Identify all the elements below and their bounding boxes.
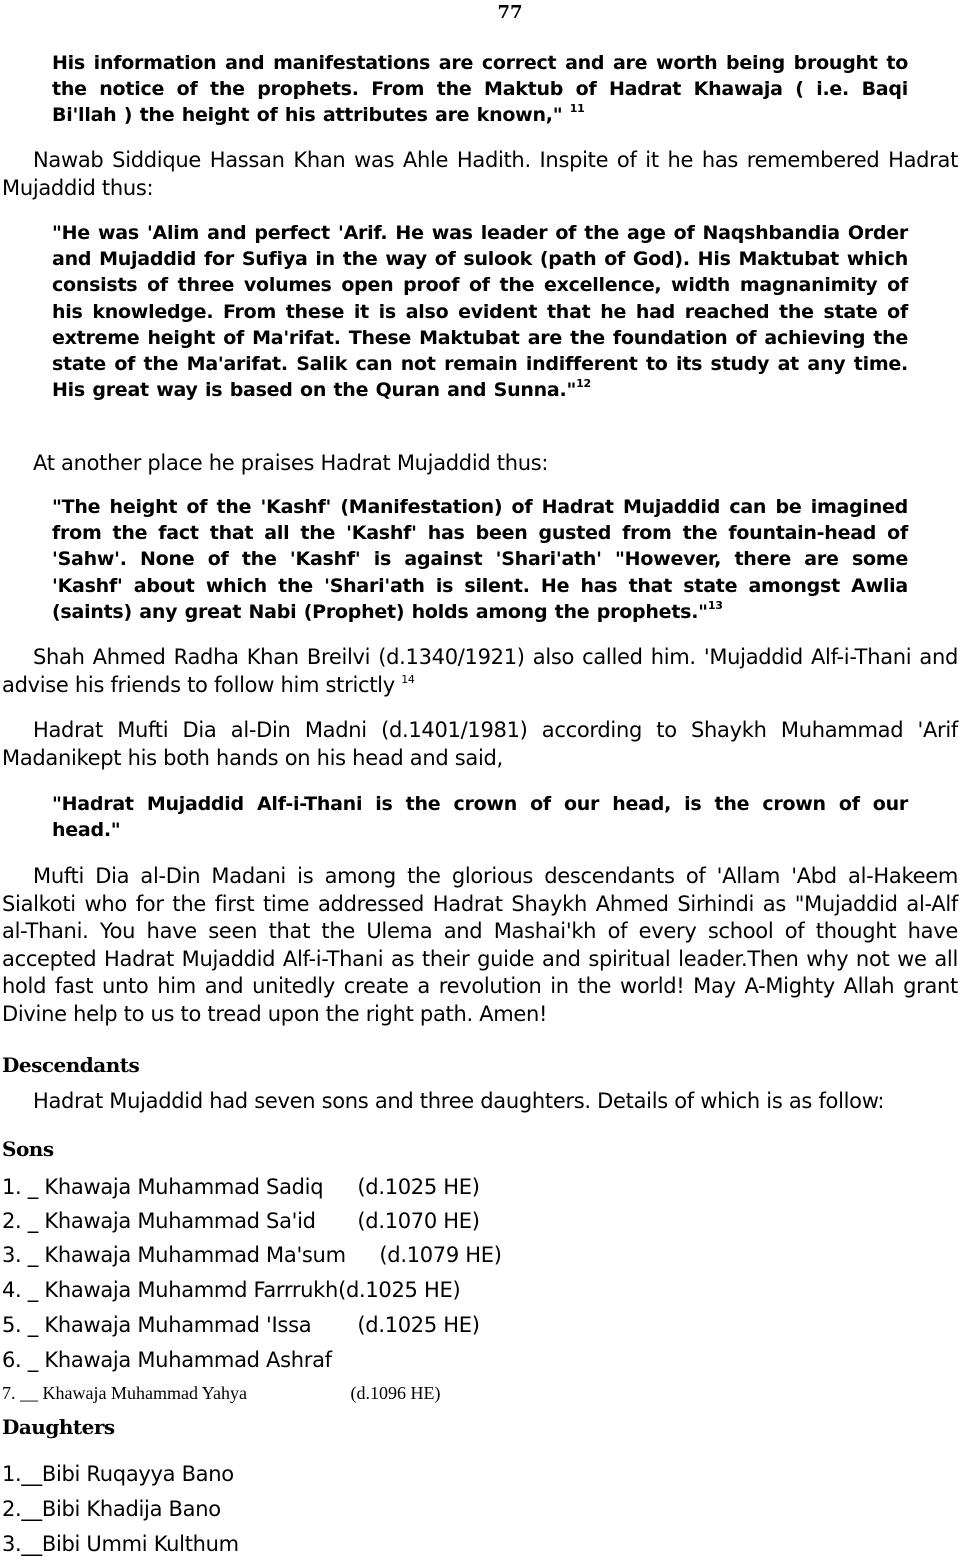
list-number: 3.__ bbox=[2, 1532, 42, 1556]
list-item bbox=[2, 1378, 440, 1408]
footnote-ref: 12 bbox=[576, 377, 591, 391]
list-name: Bibi Ummi Kulthum bbox=[41, 1532, 239, 1556]
list-date: (d.1025 HE) bbox=[338, 1278, 461, 1302]
section-heading-daughters: Daughters bbox=[2, 1415, 115, 1439]
footnote-ref: 13 bbox=[707, 598, 723, 612]
list-number: 1.__ bbox=[2, 1462, 42, 1486]
list-item bbox=[2, 1206, 480, 1236]
list-item bbox=[2, 1345, 332, 1375]
list-item bbox=[2, 1459, 234, 1489]
list-date: (d.1096 HE) bbox=[350, 1383, 441, 1403]
list-item bbox=[2, 1310, 480, 1340]
quote-text: His information and manifestations are correct and are worth being brought to the notice of the prophets. From the Maktub of Hadrat Khawaja ( i.e. Baqi Bi'llah ) the height of his attributes are known," bbox=[52, 52, 908, 127]
list-number: 3. _ bbox=[2, 1243, 45, 1267]
descendants-intro: Hadrat Mujaddid had seven sons and three daughters. Details of which is as follow: bbox=[33, 1089, 885, 1113]
paragraph-text: Shah Ahmed Radha Khan Breilvi (d.1340/1921) also called him. 'Mujaddid Alf-i-Thani and advise his friends to follow him strictly bbox=[2, 645, 958, 697]
list-number: 2. _ bbox=[2, 1209, 45, 1233]
paragraph-4: Hadrat Mufti Dia al-Din Madni (d.1401/1981) according to Shaykh Muhammad 'Arif Madanikept his both hands on his head and said, bbox=[2, 718, 958, 770]
paragraph-3 bbox=[2, 644, 958, 699]
list-item bbox=[2, 1529, 239, 1559]
paragraph-5: Mufti Dia al-Din Madani is among the glorious descendants of 'Allam 'Abd al-Hakeem Sialkoti who for the first time addressed Hadrat Shaykh Ahmed Sirhindi as "Mujaddid al-Alf al-Thani. You have seen that the Ulema and Mashai'kh of every school of thought have accepted Hadrat Mujaddid Alf-i-Thani as their guide and spiritual leader.Then why not we all hold fast unto him and unitedly create a revolution in the world! May A-Mighty Allah grant Divine help to us to tread upon the right path. Amen! bbox=[2, 864, 958, 1026]
list-item bbox=[2, 1172, 480, 1202]
list-item bbox=[2, 1275, 460, 1305]
list-number: 4. _ bbox=[2, 1278, 45, 1302]
quote-text: "He was 'Alim and perfect 'Arif. He was leader of the age of Naqshbandia Order and Mujaddid for Sufiya in the way of sulook (path of God). His Maktubat which consists of three volumes open proof of the excellence, width magnanimity of his knowledge. From these it is also evident that he had reached the state of extreme height of Ma'rifat. These Maktubat are the foundation of achieving the state of the Ma'arifat. Salik can not remain indifferent to its study at any time. His great way is based on the Quran and Sunna." bbox=[52, 222, 908, 402]
list-name: Khawaja Muhammad Ma'sum bbox=[44, 1243, 346, 1267]
page-number: 77 bbox=[497, 2, 523, 23]
section-heading-descendants: Descendants bbox=[2, 1053, 140, 1077]
list-number: 2.__ bbox=[2, 1497, 42, 1521]
list-name: Khawaja Muhammad Sa'id bbox=[44, 1209, 316, 1233]
list-name: Khawaja Muhammad 'Issa bbox=[44, 1313, 312, 1337]
quote-block-3 bbox=[52, 494, 908, 625]
quote-block-2 bbox=[52, 220, 908, 403]
footnote-ref: 14 bbox=[401, 672, 415, 686]
list-number: 1. _ bbox=[2, 1175, 45, 1199]
list-name: Bibi Ruqayya Bano bbox=[41, 1462, 234, 1486]
list-number: 6. _ bbox=[2, 1348, 45, 1372]
paragraph-1: Nawab Siddique Hassan Khan was Ahle Hadith. Inspite of it he has remembered Hadrat Mujaddid thus: bbox=[2, 148, 958, 200]
list-number: 7. __ bbox=[2, 1383, 43, 1403]
list-name: Khawaja Muhammad Ashraf bbox=[44, 1348, 332, 1372]
paragraph-2: At another place he praises Hadrat Mujaddid thus: bbox=[33, 451, 549, 475]
list-name: Bibi Khadija Bano bbox=[41, 1497, 221, 1521]
list-number: 5. _ bbox=[2, 1313, 45, 1337]
list-name: Khawaja Muhammad Yahya bbox=[42, 1383, 247, 1403]
quote-block-1 bbox=[52, 50, 908, 129]
quote-block-4: "Hadrat Mujaddid Alf-i-Thani is the crown of our head, is the crown of our head." bbox=[52, 793, 908, 842]
footnote-ref: 11 bbox=[569, 102, 585, 116]
list-name: Khawaja Muhammad Sadiq bbox=[44, 1175, 324, 1199]
section-heading-sons: Sons bbox=[2, 1137, 54, 1161]
list-date: (d.1079 HE) bbox=[379, 1243, 502, 1267]
list-item bbox=[2, 1494, 221, 1524]
list-item bbox=[2, 1240, 502, 1270]
list-name: Khawaja Muhammd Farrrukh bbox=[44, 1278, 339, 1302]
list-date: (d.1070 HE) bbox=[357, 1209, 480, 1233]
list-date: (d.1025 HE) bbox=[357, 1175, 480, 1199]
quote-text: "The height of the 'Kashf' (Manifestation) of Hadrat Mujaddid can be imagined from the fact that all the 'Kashf' has been gusted from the fountain-head of 'Sahw'. None of the 'Kashf' is against 'Shari'ath' "However, there are some 'Kashf' about which the 'Shari'ath is silent. He has that state amongst Awlia (saints) any great Nabi (Prophet) holds among the prophets." bbox=[52, 496, 908, 623]
list-date: (d.1025 HE) bbox=[357, 1313, 480, 1337]
